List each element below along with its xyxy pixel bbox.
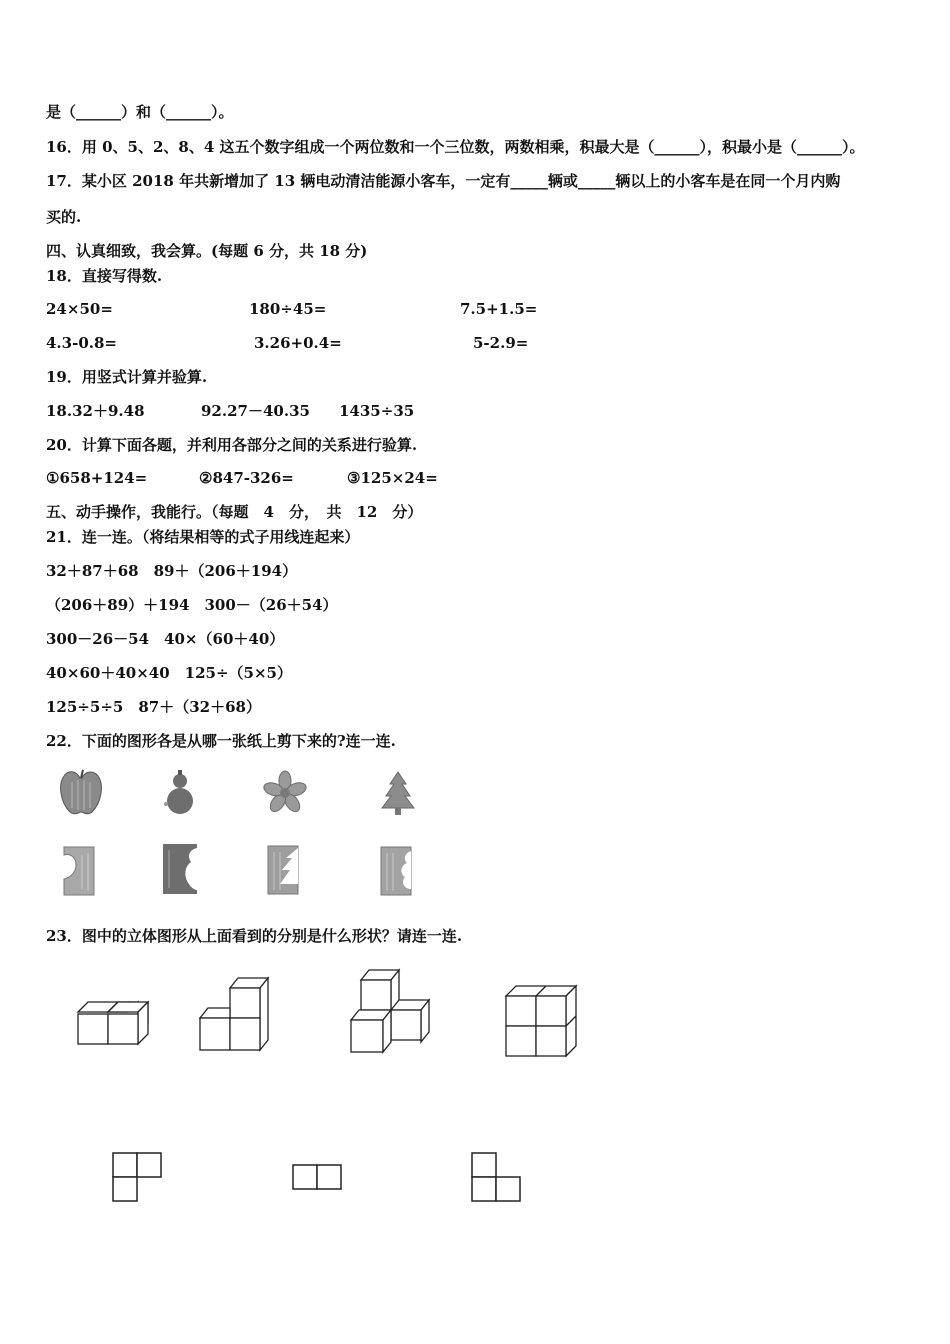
- q17-text-line1: 17．某小区 2018 年共新增加了 13 辆电动清洁能源小客车，一定有_____辆或_____辆以上的小客车是在同一个月内购: [46, 172, 841, 190]
- q18-item-1: 24×50=: [46, 300, 113, 318]
- q21-row-5: 125÷5÷5 87＋（32＋68）: [46, 698, 261, 716]
- q21-row-1: 32＋87＋68 89＋（206＋194）: [46, 562, 298, 580]
- q18-text: 18．直接写得数.: [46, 267, 163, 285]
- q17-text-line2: 买的.: [46, 208, 82, 226]
- flower-cutout: [262, 770, 308, 816]
- q20-item-2: ②847-326=: [199, 469, 294, 487]
- cube-figure-3: [345, 966, 437, 1058]
- apple-cutout: [58, 768, 104, 816]
- top-view-reverse-l-shape: [469, 1150, 525, 1206]
- q19-item-1: 18.32＋9.48: [46, 402, 145, 420]
- paper-tree-hole: [266, 844, 300, 896]
- q18-item-2: 180÷45=: [249, 300, 327, 318]
- q18-item-6: 5-2.9=: [473, 334, 529, 352]
- q16-text: 16．用 0、5、2、8、4 这五个数字组成一个两位数和一个三位数，两数相乘，积最大是（______），积最小是（______）。: [46, 138, 865, 156]
- q19-item-2: 92.27－40.35: [201, 402, 310, 420]
- gourd-cutout: [160, 768, 200, 816]
- paper-apple-hole: [62, 845, 96, 897]
- q19-item-3: 1435÷35: [339, 402, 415, 420]
- q20-text: 20．计算下面各题，并利用各部分之间的关系进行验算.: [46, 436, 418, 454]
- q22-text: 22．下面的图形各是从哪一张纸上剪下来的?连一连.: [46, 732, 396, 750]
- q18-item-3: 7.5+1.5=: [460, 300, 538, 318]
- q23-text: 23．图中的立体图形从上面看到的分别是什么形状？请连一连.: [46, 927, 463, 945]
- q19-text: 19．用竖式计算并验算.: [46, 368, 208, 386]
- top-view-two-squares: [290, 1162, 344, 1192]
- q21-text: 21．连一连。（将结果相等的式子用线连起来）: [46, 528, 360, 546]
- q20-item-1: ①658+124=: [46, 469, 148, 487]
- q21-row-3: 300－26－54 40×（60＋40）: [46, 630, 285, 648]
- q15-tail: 是（______）和（______）。: [46, 103, 234, 121]
- paper-flower-hole: [379, 845, 413, 897]
- q18-item-4: 4.3-0.8=: [46, 334, 117, 352]
- tree-cutout: [378, 770, 418, 816]
- section-5-heading: 五、动手操作，我能行。（每题 4 分， 共 12 分）: [46, 503, 423, 521]
- q21-row-2: （206＋89）＋194 300－（26＋54）: [46, 596, 338, 614]
- q20-item-3: ③125×24=: [347, 469, 438, 487]
- paper-gourd-hole: [161, 842, 199, 896]
- top-view-l-shape: [110, 1150, 166, 1206]
- cube-figure-1: [70, 990, 160, 1050]
- q21-row-4: 40×60＋40×40 125÷（5×5）: [46, 664, 292, 682]
- cube-figure-2: [194, 974, 274, 1054]
- section-4-heading: 四、认真细致，我会算。(每题 6 分，共 18 分): [46, 242, 368, 260]
- cube-figure-4: [500, 982, 582, 1062]
- q18-item-5: 3.26+0.4=: [254, 334, 342, 352]
